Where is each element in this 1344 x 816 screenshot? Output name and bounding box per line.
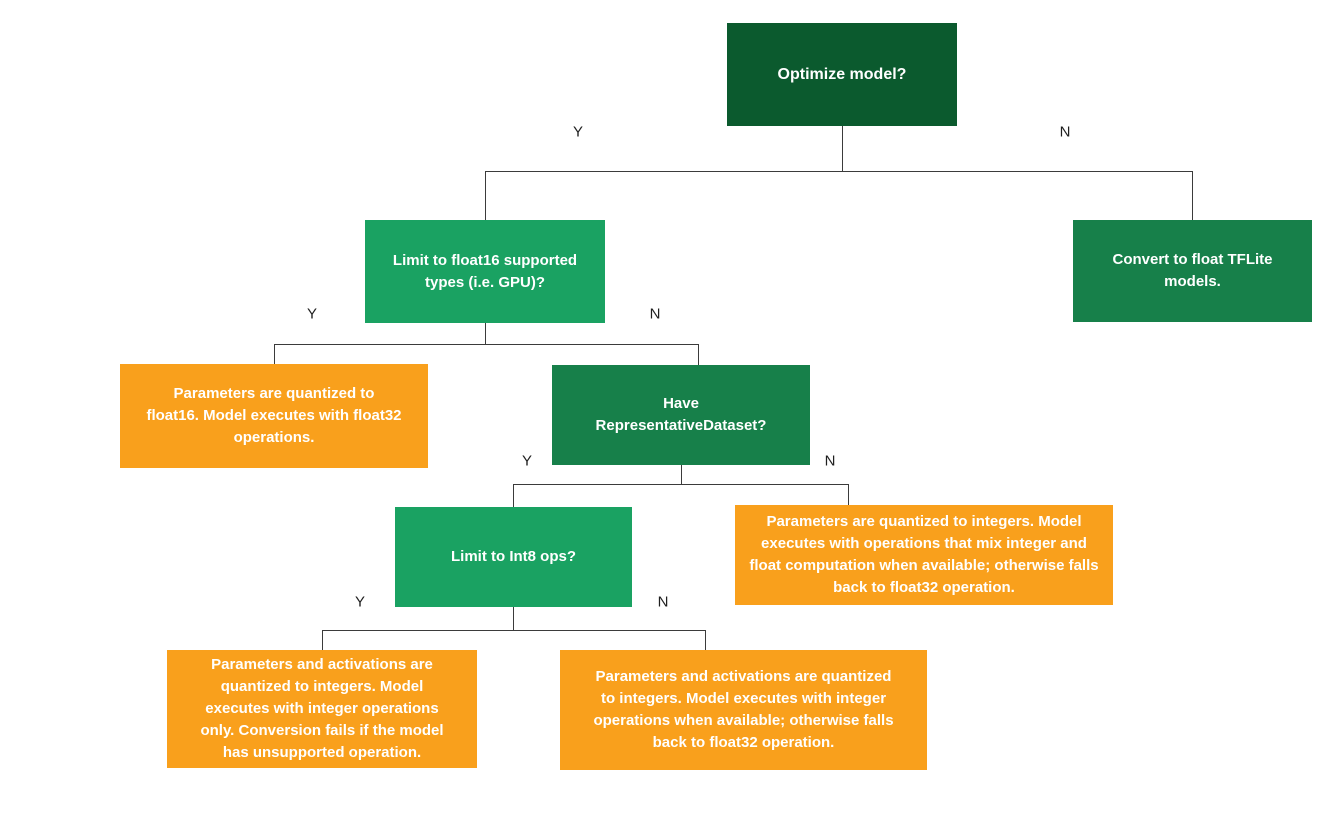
- connector-line: [698, 344, 699, 365]
- connector-line: [848, 484, 849, 505]
- branch-label-float16-yes: Y: [306, 305, 318, 323]
- connector-line: [274, 344, 698, 345]
- node-limit-float16: [365, 220, 605, 323]
- node-quantized-int-only: [167, 650, 477, 768]
- branch-label-optimize-yes: Y: [572, 123, 584, 141]
- node-label: Parameters are quantized to float16. Model executes with float32 operations.: [146, 385, 402, 446]
- node-have-representative-dataset: [552, 365, 810, 465]
- node-limit-int8-ops: [395, 507, 632, 607]
- node-label: Convert to float TFLite models.: [1112, 251, 1273, 290]
- connector-line: [513, 484, 514, 507]
- node-label: Optimize model?: [777, 65, 907, 83]
- branch-label-int8-no: N: [657, 593, 669, 611]
- connector-line: [485, 171, 486, 220]
- branch-label-int8-yes: Y: [354, 593, 366, 611]
- connector-line: [842, 126, 843, 171]
- node-optimize-model: [727, 23, 957, 126]
- node-label: Parameters are quantized to integers. Model executes with operations that mix integer and float computation when available; otherwise falls back to float32 operation.: [749, 513, 1099, 596]
- connector-line: [513, 484, 848, 485]
- connector-line: [485, 171, 1192, 172]
- branch-label-repdataset-no: N: [824, 452, 836, 470]
- connector-line: [513, 607, 514, 630]
- branch-label-repdataset-yes: Y: [521, 452, 533, 470]
- branch-label-optimize-no: N: [1059, 123, 1071, 141]
- node-quantized-float16: [120, 364, 428, 468]
- connector-line: [1192, 171, 1193, 220]
- node-label: Limit to Int8 ops?: [451, 548, 576, 565]
- connector-line: [485, 323, 486, 344]
- connector-line: [681, 465, 682, 484]
- node-quantized-mixed-ops: [735, 505, 1113, 605]
- connector-line: [322, 630, 705, 631]
- branch-label-float16-no: N: [649, 305, 661, 323]
- node-label: Parameters and activations are quantized to integers. Model executes with integer operations only. Conversion fails if the model has unsupported operation.: [200, 656, 444, 761]
- connector-line: [322, 630, 323, 650]
- connector-line: [705, 630, 706, 650]
- connector-line: [274, 344, 275, 364]
- node-quantized-int-fallback: [560, 650, 927, 770]
- node-convert-float-tflite: [1073, 220, 1312, 322]
- node-label: Have RepresentativeDataset?: [595, 395, 767, 434]
- node-label: Parameters and activations are quantized to integers. Model executes with integer operations when available; otherwise falls back to float32 operation.: [593, 668, 894, 751]
- node-label: Limit to float16 supported types (i.e. GPU)?: [392, 251, 578, 291]
